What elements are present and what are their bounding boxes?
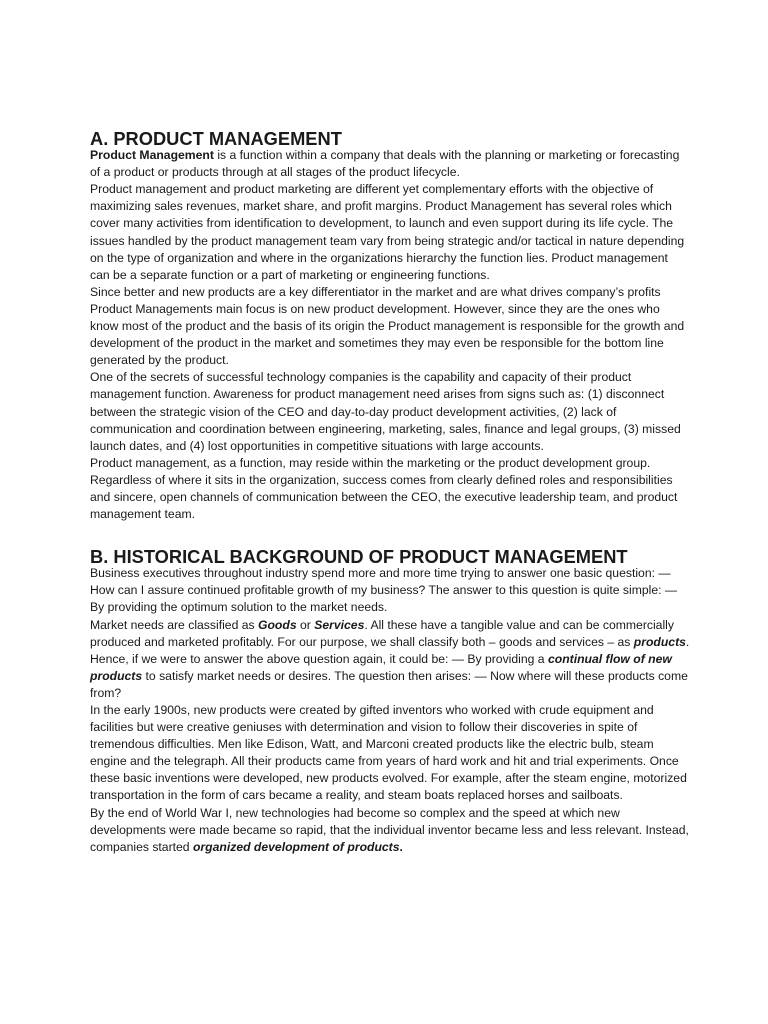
section-a-heading: A. PRODUCT MANAGEMENT [90,128,342,149]
term-services: Services [314,617,365,632]
text-span: to satisfy market needs or desires. The question then arises: — Now where will these products come from? [90,668,688,700]
section-b-heading: B. HISTORICAL BACKGROUND OF PRODUCT MANAGEMENT [90,546,628,568]
term-organized-development: organized development of products [192,839,400,854]
paragraph: Since better and new products are a key differentiator in the market and are what drives company’s profits Product Managements main focus is on new product development. However, since they are the ones who know most of the product and the basis of its origin the Product management is responsible for the growth and development of the product in the market and sometimes they may even be responsible for the bottom line generated by the product. [90,284,685,368]
term-goods: Goods [258,617,297,632]
document-page [90,130,690,856]
text-span: . Hence, if we were to answer the above question again, it could be: — By providing a [90,634,690,666]
text-span: Market needs are classified as [90,617,258,632]
paragraph: Business executives throughout industry spend more and more time trying to answer one basic question: — How can I assure continued profitable growth of my business? The answer to this question is quite simple: — By providing the optimum solution to the market needs. [90,566,678,615]
paragraph [90,617,690,702]
text-span: . [399,839,403,854]
paragraph: Product management and product marketing are different yet complementary efforts with the objective of maximizing sales revenues, market share, and profit margins. Product Management has several roles which cover many activities from identification to development, to launch and even support during its life cycle. The issues handled by the product management team vary from being strategic and/or tactical in nature depending on the type of organization and where in the organizations hierarchy the function lies. Product management can be a separate function or a part of marketing or engineering functions. [90,182,685,282]
section-historical-background [90,548,690,856]
text-span: is a function within a company that deals with the planning or marketing or forecasting of a product or products through at all stages of the product lifecycle. [90,148,680,180]
paragraph [90,805,690,856]
paragraph: In the early 1900s, new products were created by gifted inventors who worked with crude equipment and facilities but were creative geniuses with determination and vision to follow their discoveries in spite of tremendous difficulties. Men like Edison, Watt, and Marconi created products like the electric bulb, steam engine and the telegraph. All their products came from years of hard work and hit and trial experiments. Once these basic inventions were developed, new products evolved. For example, after the steam engine, motorized transportation in the form of cars became a reality, and steam boats replaced horses and sailboats. [90,703,687,803]
term-product-management: Product Management [90,148,214,163]
text-span: By the end of World War I, new technologies had become so complex and the speed at which new developments were made became so rapid, that the individual inventor became less and less relevant. Instead, companies started [90,805,689,854]
term-products: products [633,634,686,649]
section-product-management [90,130,690,523]
text-span: . All these have a tangible value and can be commercially produced and marketed profitably. For our purpose, we shall classify both – goods and services – as [90,617,674,649]
term-continual-flow: continual flow of new products [90,651,672,683]
paragraph: Product management, as a function, may reside within the marketing or the product development group. Regardless of where it sits in the organization, success comes from clearly defined roles and responsibilities and sincere, open channels of communication between the CEO, the executive leadership team, and product management team. [90,455,678,522]
text-span: or [296,617,315,632]
paragraph: One of the secrets of successful technology companies is the capability and capacity of their product management function. Awareness for product management need arises from signs such as: (1) disconnect between the strategic vision of the CEO and day-to-day product development activities, (2) lack of communication and coordination between engineering, marketing, sales, finance and legal groups, (3) missed launch dates, and (4) lost opportunities in competitive situations with large accounts. [90,370,681,453]
paragraph [90,147,690,181]
